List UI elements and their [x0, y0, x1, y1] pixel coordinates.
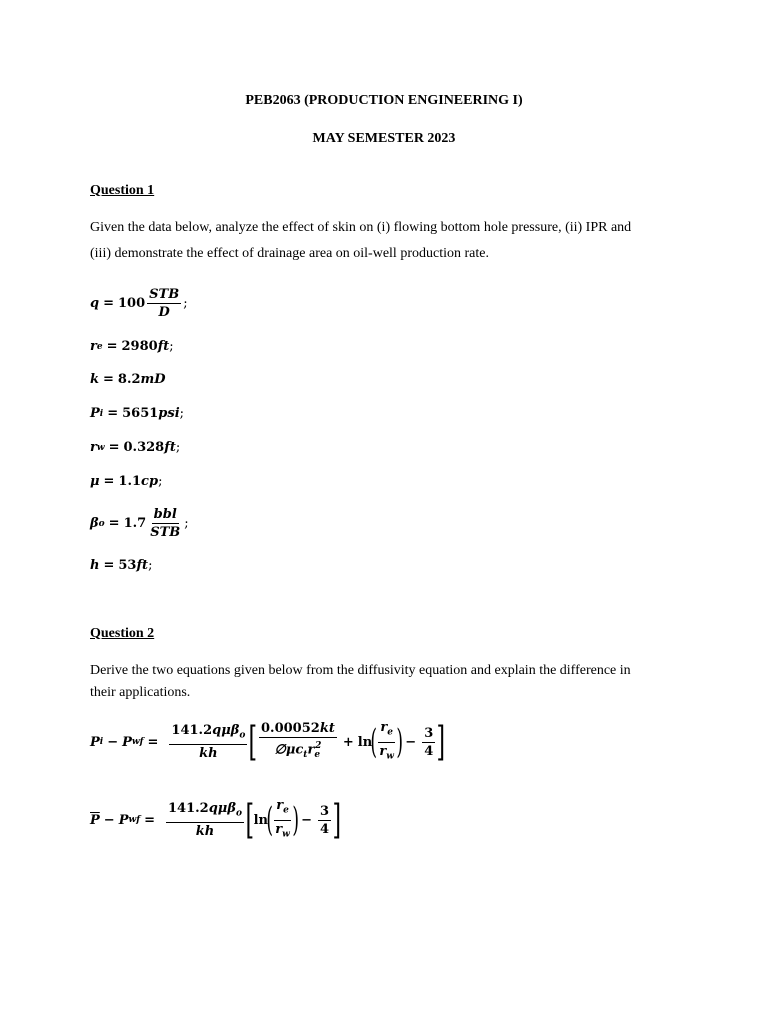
equation-initial-pressure: P i = 5651 psi ;: [90, 406, 185, 421]
equation-flow-rate: q = 100 $\frac{\text{STB}}{D}$ ;: [90, 287, 188, 320]
fraction-re-over-rw: $\frac{r_e}{r_w}$: [379, 720, 395, 762]
symbol-q: q: [90, 296, 100, 311]
value-q: 100: [118, 296, 146, 311]
equation-drainage-radius: r e = 2980 ft ;: [90, 339, 174, 354]
question-1-intro-line-2: (iii) demonstrate the effect of drainage area on oil-well production rate.: [90, 246, 489, 261]
question-2-intro-line-2: their applications.: [90, 685, 191, 700]
fraction-three-quarters: $\frac{3}{4}$: [424, 725, 434, 759]
question-1-heading: Question 1: [90, 183, 155, 198]
fraction-141-2-q-mu-bo-over-kh: $\frac{141.2q\mu\beta_o}{kh}$: [171, 722, 246, 762]
fraction-three-quarters-2: $\frac{3}{4}$: [320, 803, 330, 837]
fraction-re-over-rw-2: $\frac{r_e}{r_w}$: [275, 798, 290, 840]
course-title: PEB2063 (PRODUCTION ENGINEERING I): [245, 93, 523, 108]
equation-thickness: h = 53 ft ;: [90, 558, 153, 573]
unit-fraction-bo: $\frac{\text{bbl}}{\text{STB}}$: [150, 507, 181, 540]
equation-wellbore-radius: r w = 0.328 ft ;: [90, 440, 181, 455]
question-1-intro: [90, 215, 690, 267]
unit-fraction-q: $\frac{\text{STB}}{D}$: [149, 287, 180, 320]
equation-permeability: k = 8.2 mD: [90, 372, 166, 387]
equation-viscosity: μ = 1.1 cp ;: [90, 474, 163, 489]
fraction-time-term: $\frac{0.00052kt}{\emptyset\mu c_tr_e^2}$: [261, 721, 335, 761]
equation-transient-flow: P i − P wf = $\frac{141.2q\mu\beta_o}{kh}$ [ $\frac{0.00052kt}{\emptyset\mu c_tr_e^2}$ + ln ( $\frac{r_e}{r_w}$ ) − $\frac{3}{4}$ ]: [90, 719, 446, 766]
question-2-intro: [90, 660, 690, 704]
equation-formation-volume-factor: β o = 1.7 $\frac{\text{bbl}}{\text{STB}}$ ;: [90, 507, 189, 540]
question-2-heading: Question 2: [90, 626, 155, 641]
question-1-intro-line-1: Given the data below, analyze the effect of skin on (i) flowing bottom hole pressure, (ii) IPR and: [90, 220, 632, 235]
question-2-intro-line-1: Derive the two equations given below from the diffusivity equation and explain the difference in: [90, 663, 631, 678]
fraction-141-2-q-mu-bo-over-kh-2: $\frac{141.2q\mu\beta_o}{kh}$: [168, 800, 242, 840]
semester-title: MAY SEMESTER 2023: [312, 131, 456, 146]
equation-average-pressure: $\overline{P}$ − P wf = $\frac{141.2q\mu\beta_o}{kh}$ [ ln ( $\frac{r_e}{r_w}$ ) − $\frac{3}{4}$ ]: [90, 797, 342, 844]
